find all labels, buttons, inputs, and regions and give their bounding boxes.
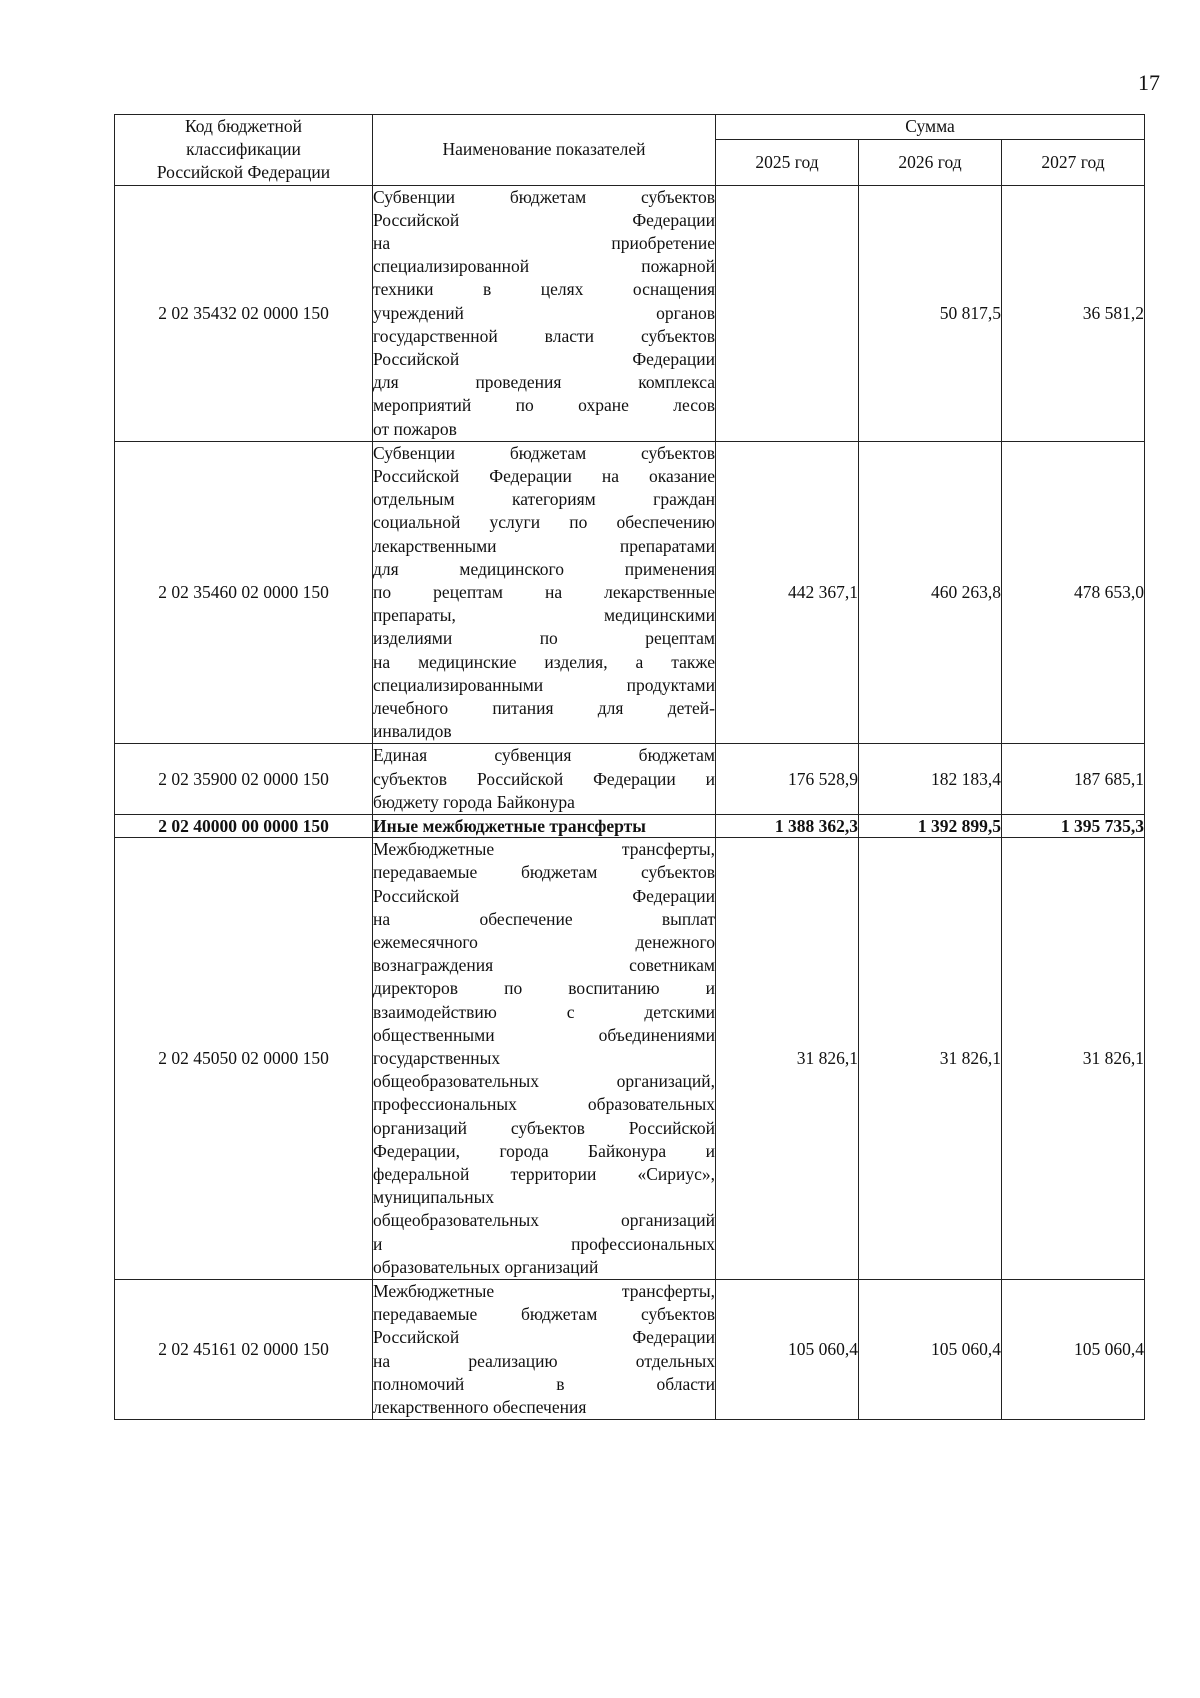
- row-name-line: на медицинские изделия, а также: [373, 651, 715, 672]
- header-code-line: классификации: [186, 139, 301, 160]
- row-name-line: государственной власти субъектов: [373, 325, 715, 346]
- table-body: [115, 185, 1145, 1420]
- row-name-line: Межбюджетные трансферты,: [373, 839, 715, 860]
- row-name-line: лекарственными препаратами: [373, 535, 715, 556]
- row-name-line: отдельным категориям граждан: [373, 489, 715, 510]
- row-name: [373, 815, 716, 838]
- row-name-line: ежемесячного денежного: [373, 931, 715, 952]
- header-name: Наименование показателей: [373, 115, 716, 186]
- row-value-2026: 105 060,4: [859, 1279, 1002, 1419]
- row-name: [373, 838, 716, 1280]
- row-value-2025: 31 826,1: [716, 838, 859, 1280]
- row-value-2025: 105 060,4: [716, 1279, 859, 1419]
- budget-table: [114, 114, 1145, 1420]
- row-name-line: препараты, медицинскими: [373, 605, 715, 626]
- row-code: 2 02 35460 02 0000 150: [115, 441, 373, 744]
- page-number: 17: [1138, 70, 1160, 95]
- table-row: [115, 815, 1145, 838]
- row-name: [373, 185, 716, 441]
- row-value-2025: 1 388 362,3: [716, 815, 859, 838]
- row-value-2027: 105 060,4: [1002, 1279, 1145, 1419]
- row-name-line: специализированными продуктами: [373, 674, 715, 695]
- row-code: 2 02 45050 02 0000 150: [115, 838, 373, 1280]
- row-code: 2 02 40000 00 0000 150: [115, 815, 373, 838]
- header-code-line: Российской Федерации: [156, 162, 331, 183]
- header-year: 2027 год: [1002, 139, 1145, 185]
- row-value-2026: 460 263,8: [859, 441, 1002, 744]
- row-code: 2 02 35432 02 0000 150: [115, 185, 373, 441]
- row-name-line: бюджету города Байконура: [373, 791, 575, 812]
- row-name-line: федеральной территории «Сириус»,: [373, 1163, 715, 1184]
- table-row: [115, 1279, 1145, 1419]
- row-name-line: учреждений органов: [373, 302, 715, 323]
- row-name-line: мероприятий по охране лесов: [373, 395, 715, 416]
- row-name-line: образовательных организаций: [373, 1256, 599, 1277]
- header-year: 2026 год: [859, 139, 1002, 185]
- header-year: 2025 год: [716, 139, 859, 185]
- row-name-line: общеобразовательных организаций,: [373, 1071, 715, 1092]
- row-code: 2 02 35900 02 0000 150: [115, 744, 373, 815]
- row-name-line: на обеспечение выплат: [373, 908, 715, 929]
- row-value-2027: 31 826,1: [1002, 838, 1145, 1280]
- row-value-2026: 1 392 899,5: [859, 815, 1002, 838]
- row-name-line: техники в целях оснащения: [373, 279, 715, 300]
- table-row: [115, 185, 1145, 441]
- row-name: [373, 441, 716, 744]
- row-value-2026: 50 817,5: [859, 185, 1002, 441]
- row-name: [373, 744, 716, 815]
- table-header: [115, 115, 1145, 186]
- row-name-line: полномочий в области: [373, 1373, 715, 1394]
- row-value-2026: 31 826,1: [859, 838, 1002, 1280]
- row-name-line: передаваемые бюджетам субъектов: [373, 1304, 715, 1325]
- row-name-line: Российской Федерации на оказание: [373, 466, 715, 487]
- row-value-2025: 442 367,1: [716, 441, 859, 744]
- row-name-line: организаций субъектов Российской: [373, 1117, 715, 1138]
- table-row: [115, 441, 1145, 744]
- row-name-line: по рецептам на лекарственные: [373, 582, 715, 603]
- row-name: [373, 1279, 716, 1419]
- row-name-line: общественными объединениями: [373, 1024, 715, 1045]
- row-name-line: и профессиональных: [373, 1233, 715, 1254]
- row-name-line: для проведения комплекса: [373, 372, 715, 393]
- row-name-line: субъектов Российской Федерации и: [373, 768, 715, 789]
- row-name-line: Субвенции бюджетам субъектов: [373, 442, 715, 463]
- row-name-line: государственных: [373, 1047, 501, 1068]
- row-name-line: лечебного питания для детей-: [373, 698, 715, 719]
- row-name-line: передаваемые бюджетам субъектов: [373, 862, 715, 883]
- row-value-2026: 182 183,4: [859, 744, 1002, 815]
- row-name-line: Федерации, города Байконура и: [373, 1140, 715, 1161]
- table-row: [115, 744, 1145, 815]
- row-value-2027: 187 685,1: [1002, 744, 1145, 815]
- row-name-line: социальной услуги по обеспечению: [373, 512, 715, 533]
- row-name-line: Межбюджетные трансферты,: [373, 1280, 715, 1301]
- table-row: [115, 838, 1145, 1280]
- row-value-2027: 478 653,0: [1002, 441, 1145, 744]
- header-code: [115, 115, 373, 186]
- row-name-line: вознаграждения советникам: [373, 955, 715, 976]
- row-value-2025: [716, 185, 859, 441]
- row-name-line: от пожаров: [373, 418, 457, 439]
- row-value-2027: 1 395 735,3: [1002, 815, 1145, 838]
- row-name-line: для медицинского применения: [373, 558, 715, 579]
- row-name-line: директоров по воспитанию и: [373, 978, 715, 999]
- row-name-line: Российской Федерации: [373, 1327, 715, 1348]
- row-name-line: Иные межбюджетные трансферты: [373, 816, 646, 837]
- row-name-line: Субвенции бюджетам субъектов: [373, 186, 715, 207]
- row-name-line: на реализацию отдельных: [373, 1350, 715, 1371]
- row-name-line: специализированной пожарной: [373, 256, 715, 277]
- row-name-line: Российской Федерации: [373, 209, 715, 230]
- row-name-line: взаимодействию с детскими: [373, 1001, 715, 1022]
- row-name-line: Российской Федерации: [373, 349, 715, 370]
- row-value-2027: 36 581,2: [1002, 185, 1145, 441]
- row-value-2025: 176 528,9: [716, 744, 859, 815]
- row-name-line: профессиональных образовательных: [373, 1094, 715, 1115]
- row-name-line: общеобразовательных организаций: [373, 1210, 715, 1231]
- header-sum: Сумма: [716, 115, 1145, 140]
- row-name-line: изделиями по рецептам: [373, 628, 715, 649]
- header-code-line: Код бюджетной: [184, 116, 303, 136]
- row-name-line: лекарственного обеспечения: [373, 1396, 587, 1417]
- row-code: 2 02 45161 02 0000 150: [115, 1279, 373, 1419]
- row-name-line: инвалидов: [373, 721, 452, 742]
- row-name-line: муниципальных: [373, 1187, 495, 1208]
- row-name-line: Российской Федерации: [373, 885, 715, 906]
- row-name-line: Единая субвенция бюджетам: [373, 745, 715, 766]
- row-name-line: на приобретение: [373, 233, 715, 254]
